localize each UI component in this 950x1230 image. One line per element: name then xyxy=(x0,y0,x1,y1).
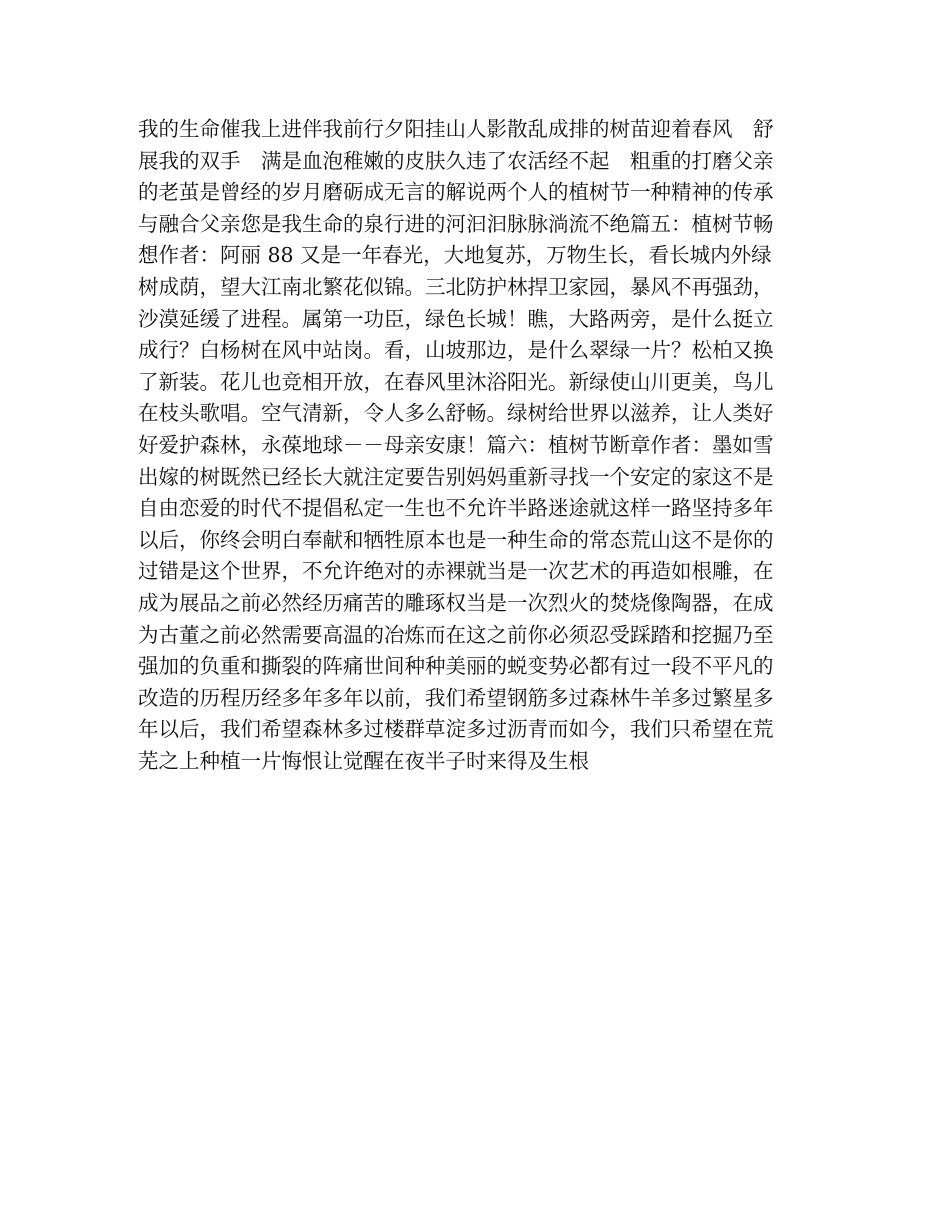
text-line: 强加的负重和撕裂的阵痛世间种种美丽的蜕变势必都有过一段不平凡的 xyxy=(138,654,774,679)
text-line: 为古董之前必然需要高温的冶炼而在这之前你必须忍受踩踏和挖掘乃至 xyxy=(138,622,774,647)
body-text xyxy=(138,114,818,777)
text-line: 成行？白杨树在风中站岗。看，山坡那边，是什么翠绿一片？松柏又换 xyxy=(138,338,774,363)
text-line: 的老茧是曾经的岁月磨砺成无言的解说两个人的植树节一种精神的传承 xyxy=(138,180,774,205)
text-line: 芜之上种植一片悔恨让觉醒在夜半子时来得及生根 xyxy=(138,748,589,773)
text-line: 沙漠延缓了进程。属第一功臣，绿色长城！瞧，大路两旁，是什么挺立 xyxy=(138,306,774,331)
text-line: 成为展品之前必然经历痛苦的雕琢权当是一次烈火的焚烧像陶器，在成 xyxy=(138,590,774,615)
text-line: 好爱护森林，永葆地球－－母亲安康！篇六：植树节断章作者：墨如雪 xyxy=(138,432,774,457)
text-line: 展我的双手 满是血泡稚嫩的皮肤久违了农活经不起 粗重的打磨父亲 xyxy=(138,148,774,173)
text-line: 了新装。花儿也竞相开放，在春风里沐浴阳光。新绿使山川更美，鸟儿 xyxy=(138,369,774,394)
text-line: 在枝头歌唱。空气清新，令人多么舒畅。绿树给世界以滋养，让人类好 xyxy=(138,401,774,426)
text-line: 树成荫，望大江南北繁花似锦。三北防护林捍卫家园，暴风不再强劲， xyxy=(138,274,774,299)
text-line: 以后，你终会明白奉献和牺牲原本也是一种生命的常态荒山这不是你的 xyxy=(138,527,774,552)
text-line: 与融合父亲您是我生命的泉行进的河汩汩脉脉淌流不绝篇五：植树节畅 xyxy=(138,211,774,236)
text-line: 出嫁的树既然已经长大就注定要告别妈妈重新寻找一个安定的家这不是 xyxy=(138,464,774,489)
text-line: 自由恋爱的时代不提倡私定一生也不允许半路迷途就这样一路坚持多年 xyxy=(138,496,774,521)
text-line: 想作者：阿丽 88 又是一年春光，大地复苏，万物生长，看长城内外绿 xyxy=(138,243,772,268)
text-line: 我的生命催我上进伴我前行夕阳挂山人影散乱成排的树苗迎着春风 舒 xyxy=(138,117,774,141)
text-line: 改造的历程历经多年多年以前，我们希望钢筋多过森林牛羊多过繁星多 xyxy=(138,685,774,710)
text-line: 过错是这个世界，不允许绝对的赤裸就当是一次艺术的再造如根雕，在 xyxy=(138,559,774,584)
text-line: 年以后，我们希望森林多过楼群草淀多过沥青而如今，我们只希望在荒 xyxy=(138,717,774,742)
